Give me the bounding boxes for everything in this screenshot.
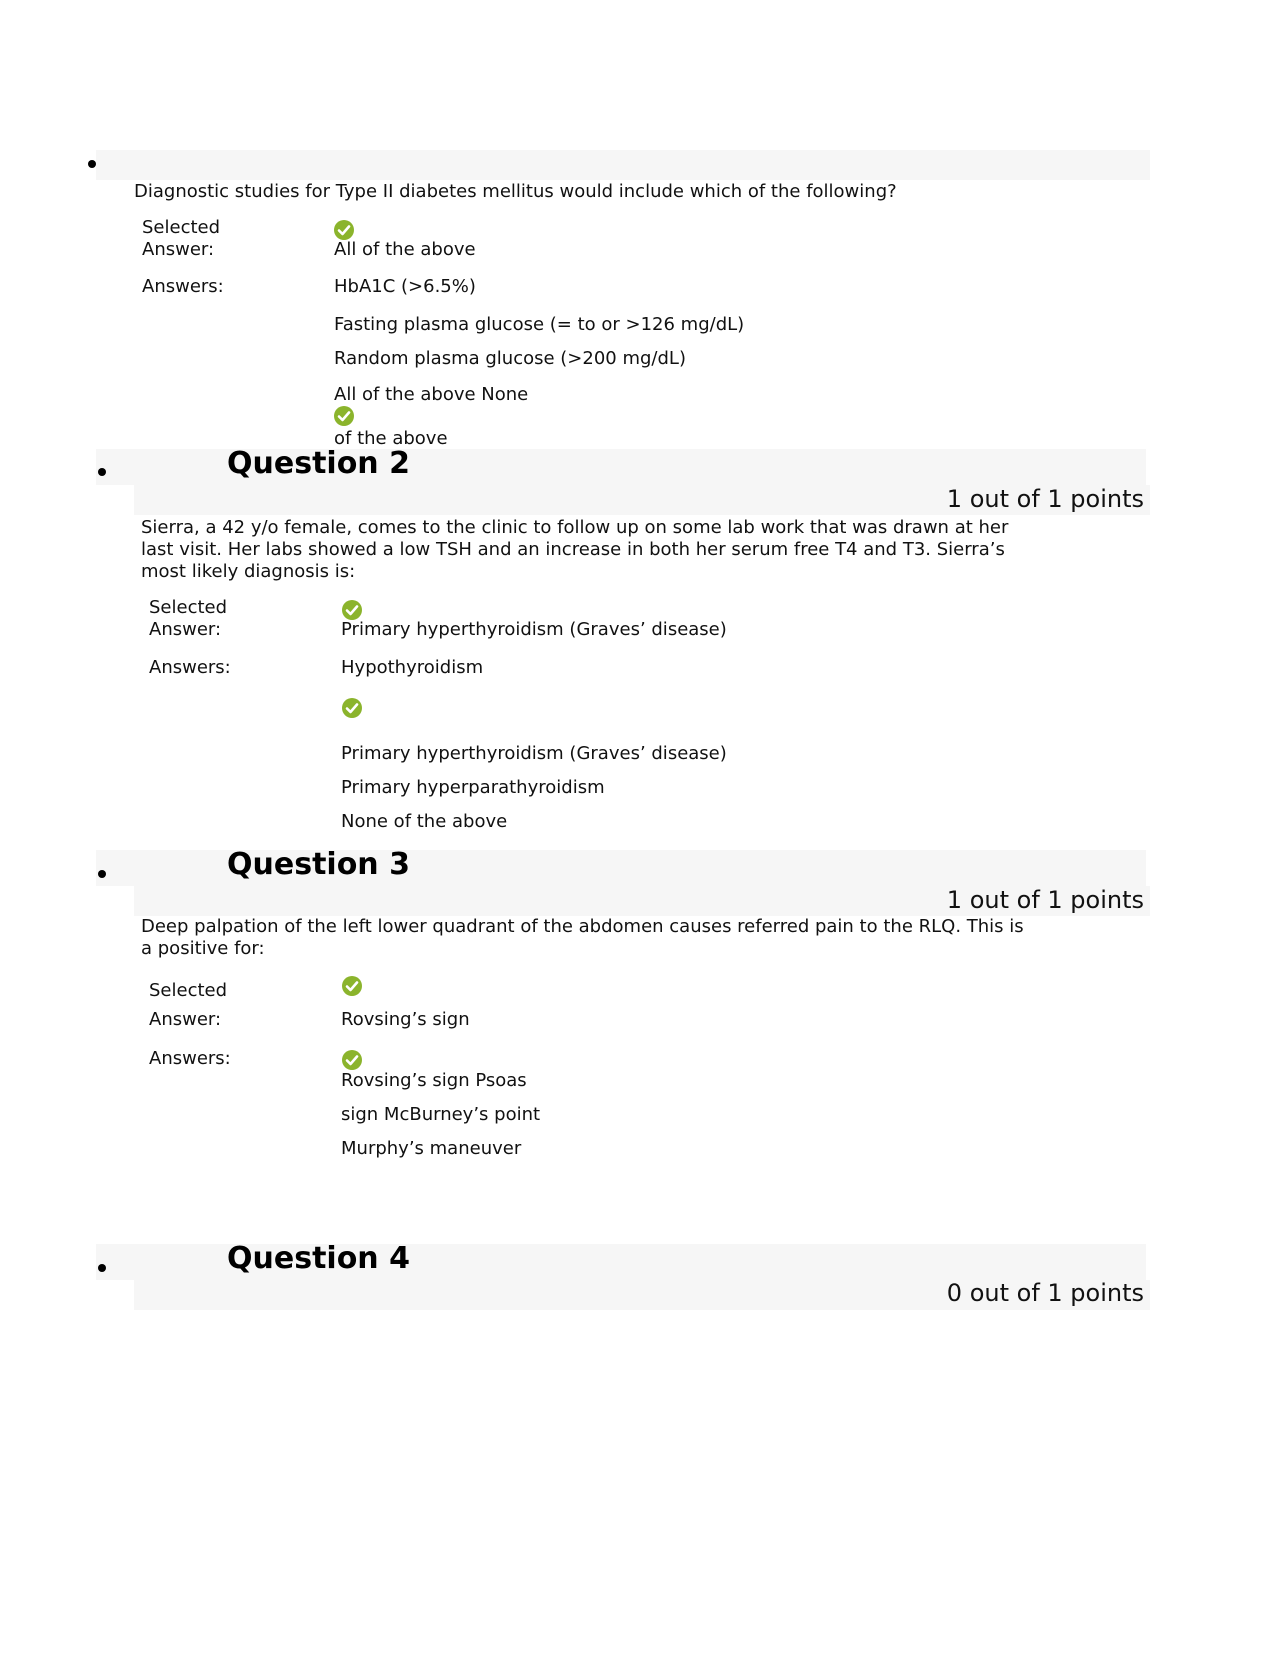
list-bullet — [98, 870, 106, 878]
check-circle-icon — [333, 219, 355, 241]
selected-answer-label-2: Answer: — [149, 619, 222, 640]
question-text — [141, 916, 1081, 960]
question-title: Question 3 — [227, 847, 410, 882]
selected-answer: Rovsing’s sign — [341, 1009, 470, 1030]
check-circle-icon — [341, 975, 363, 997]
answer-option: Primary hyperthyroidism (Graves’ disease) — [341, 743, 727, 764]
question-points: 1 out of 1 points — [946, 485, 1144, 513]
question-header-bar — [96, 150, 1150, 180]
check-circle-icon — [341, 599, 363, 621]
question-points: 0 out of 1 points — [946, 1279, 1144, 1307]
answer-option: Random plasma glucose (>200 mg/dL) — [334, 348, 686, 369]
question-text: Diagnostic studies for Type II diabetes mellitus would include which of the following? — [134, 181, 897, 202]
question-text-line: Deep palpation of the left lower quadrant of the abdomen causes referred pain to the RLQ. This is — [141, 916, 1024, 937]
list-bullet — [98, 468, 106, 476]
question-points: 1 out of 1 points — [946, 886, 1144, 914]
selected-answer: Primary hyperthyroidism (Graves’ disease) — [341, 619, 727, 640]
selected-answer-label: Selected — [149, 597, 228, 618]
answer-option: HbA1C (>6.5%) — [334, 276, 476, 297]
question-text-line: a positive for: — [141, 938, 265, 959]
question-text-line: most likely diagnosis is: — [141, 561, 356, 582]
answer-option: Fasting plasma glucose (= to or >126 mg/dL) — [334, 314, 745, 335]
question-text-line: Sierra, a 42 y/o female, comes to the clinic to follow up on some lab work that was drawn at her — [141, 517, 1009, 538]
check-circle-icon — [341, 1049, 363, 1071]
answer-option: sign McBurney’s point — [341, 1104, 541, 1125]
selected-answer-label-2: Answer: — [149, 1009, 222, 1030]
answer-option: Hypothyroidism — [341, 657, 484, 678]
check-circle-icon — [341, 697, 363, 719]
answer-option: All of the above None — [334, 384, 529, 405]
answer-option: None of the above — [341, 811, 508, 832]
list-bullet — [88, 160, 96, 168]
selected-answer-label: Selected — [142, 217, 221, 238]
answer-option: Rovsing’s sign Psoas — [341, 1070, 527, 1091]
check-circle-icon — [333, 405, 355, 427]
answers-label: Answers: — [149, 657, 231, 678]
question-title: Question 2 — [227, 446, 410, 481]
list-bullet — [98, 1264, 106, 1272]
selected-answer: All of the above — [334, 239, 476, 260]
selected-answer-label: Selected — [149, 980, 228, 1001]
question-text — [141, 517, 1081, 583]
question-title: Question 4 — [227, 1241, 410, 1276]
answer-option: Murphy’s maneuver — [341, 1138, 522, 1159]
selected-answer-label-2: Answer: — [142, 239, 215, 260]
answers-label: Answers: — [149, 1048, 231, 1069]
answer-option: of the above — [334, 428, 448, 449]
answers-label: Answers: — [142, 276, 224, 297]
question-text-line: last visit. Her labs showed a low TSH and an increase in both her serum free T4 and T3. Sierra’s — [141, 539, 1005, 560]
answer-option: Primary hyperparathyroidism — [341, 777, 605, 798]
